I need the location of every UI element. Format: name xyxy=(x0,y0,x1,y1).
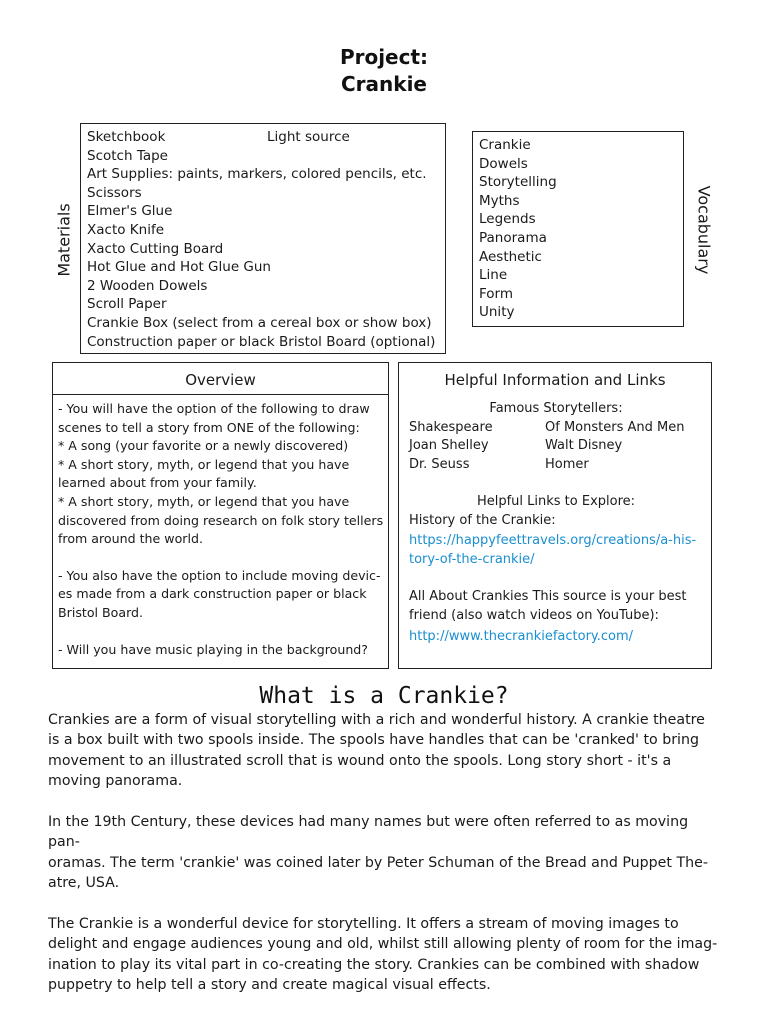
history-link[interactable]: https://happyfeettravels.org/creations/a-his- tory-of-the-crankie/ xyxy=(409,533,697,567)
helpful-info-heading: Helpful Information and Links xyxy=(444,371,666,389)
storyteller-name: Shakespeare xyxy=(409,419,493,435)
vocabulary-item: Dowels xyxy=(479,155,528,172)
overview-paragraph: - You also have the option to include moving devic- es made from a dark construction paper or black Bristol Board. xyxy=(58,567,381,620)
page-title xyxy=(0,44,768,98)
vocabulary-label-text: Vocabulary xyxy=(694,185,714,275)
materials-item-light-source: Light source xyxy=(267,129,350,145)
storyteller-name: Dr. Seuss xyxy=(409,456,470,472)
materials-item: Xacto Knife xyxy=(87,221,165,238)
materials-item: Crankie Box (select from a cereal box or show box) xyxy=(87,314,432,331)
overview-paragraph: - You will have the option of the following to draw scenes to tell a story from ONE of the following: * A song (your favorite or a newly discovered) * A short story, myth, or legend that you have learned about from your family. * A short story, myth, or legend that you have discovered from doing research on folk story tellers from around the world. xyxy=(58,401,384,547)
vocabulary-item: Aesthetic xyxy=(479,248,542,265)
materials-item: Hot Glue and Hot Glue Gun xyxy=(87,259,271,276)
storyteller-name: Joan Shelley xyxy=(409,438,489,454)
crankie-factory-link[interactable]: http://www.thecrankiefactory.com/ xyxy=(409,629,634,645)
vocabulary-box xyxy=(472,131,684,327)
materials-item: Xacto Cutting Board xyxy=(87,240,224,257)
materials-label-text: Materials xyxy=(54,203,74,277)
vocabulary-item: Legends xyxy=(479,211,536,228)
materials-item: Construction paper or black Bristol Board (optional) xyxy=(87,333,436,350)
helpful-info-box xyxy=(398,362,712,669)
article-paragraph: In the 19th Century, these devices had many names but were often referred to as moving pan- oramas. The term 'crankie' was coined later by Peter Schuman of the Bread and Puppet The- atre, USA. xyxy=(48,814,708,892)
materials-item: Scissors xyxy=(87,184,142,201)
storyteller-name: Walt Disney xyxy=(545,438,623,454)
overview-paragraph: - Will you have music playing in the background? xyxy=(58,641,368,657)
overview-box xyxy=(52,362,389,669)
materials-item: Sketchbook xyxy=(87,129,166,145)
vocabulary-item: Form xyxy=(479,285,514,302)
materials-item: Scotch Tape xyxy=(87,147,168,164)
materials-label xyxy=(52,200,76,280)
materials-list xyxy=(87,128,435,351)
vocabulary-item: Crankie xyxy=(479,137,531,153)
famous-storytellers-heading: Famous Storytellers: xyxy=(489,401,623,416)
materials-item: Elmer's Glue xyxy=(87,203,173,220)
article-paragraph: Crankies are a form of visual storytelling with a rich and wonderful history. A crankie theatre is a box built with two spools inside. The spools have handles that can be 'cranked' to bring movement to an illustrated scroll that is wound onto the spools. Long story short - it's a moving panorama. xyxy=(48,712,705,790)
section-heading: What is a Crankie? xyxy=(259,683,509,709)
about-crankies-text: All About Crankies This source is your best friend (also watch videos on YouTube): xyxy=(409,588,687,623)
title-line-1: Project: xyxy=(339,45,429,69)
helpful-links-heading: Helpful Links to Explore: xyxy=(476,493,636,509)
vocabulary-item: Panorama xyxy=(479,229,547,246)
storytellers-grid xyxy=(409,419,703,475)
materials-box xyxy=(80,123,446,354)
materials-item: 2 Wooden Dowels xyxy=(87,277,208,294)
materials-item: Scroll Paper xyxy=(87,296,167,313)
vocabulary-item: Myths xyxy=(479,192,520,209)
vocabulary-item: Storytelling xyxy=(479,174,557,191)
article-paragraph: The Crankie is a wonderful device for storytelling. It offers a stream of moving images to delight and engage audiences young and old, whilst still allowing plenty of room for the imag- ination to play its vital part in co-creating the story. Crankies can be combined with shadow puppetry to help tell a story and create magical visual effects. xyxy=(48,916,718,994)
storyteller-name: Of Monsters And Men xyxy=(545,419,685,435)
materials-item: Art Supplies: paints, markers, colored pencils, etc. xyxy=(87,166,427,183)
overview-body xyxy=(58,400,384,659)
title-line-2: Crankie xyxy=(341,72,427,96)
overview-heading: Overview xyxy=(53,363,388,395)
history-label: History of the Crankie: xyxy=(409,512,556,528)
vocabulary-list xyxy=(479,136,557,322)
vocabulary-item: Line xyxy=(479,267,508,284)
article-body xyxy=(48,710,724,1016)
helpful-info-body xyxy=(409,400,703,647)
vocabulary-item: Unity xyxy=(479,304,515,321)
storyteller-name: Homer xyxy=(545,456,589,472)
vocabulary-label xyxy=(692,180,716,280)
